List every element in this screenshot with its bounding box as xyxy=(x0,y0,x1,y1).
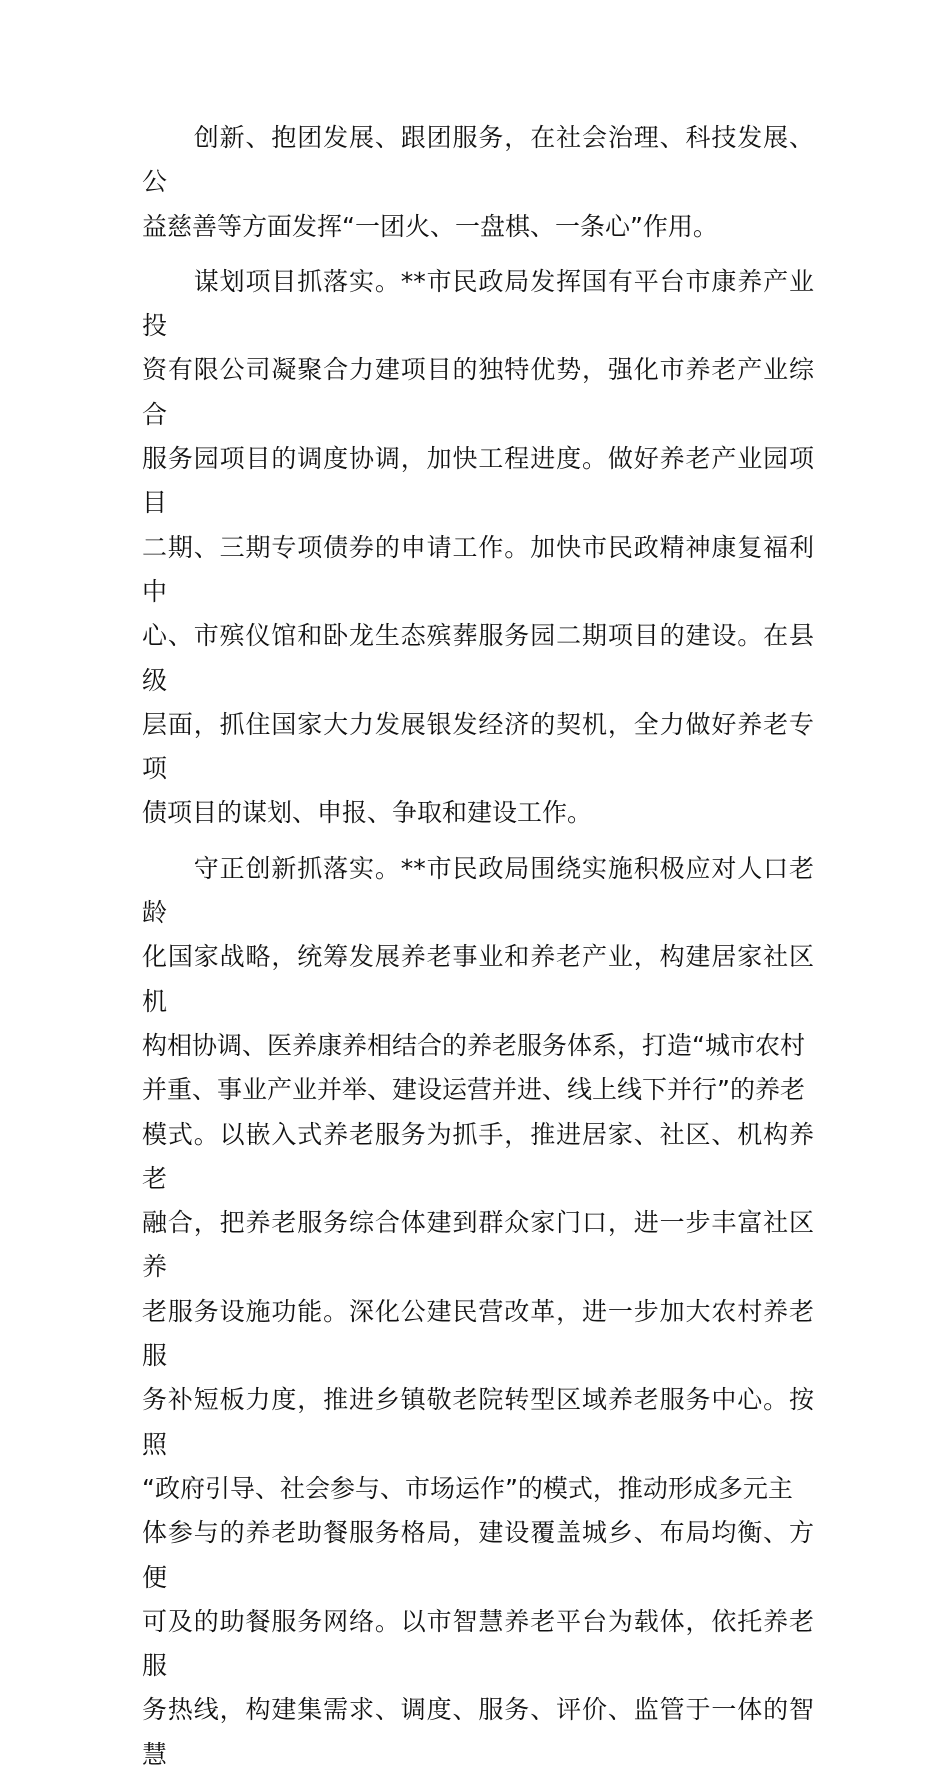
text-line: 可及的助餐服务网络。以市智慧养老平台为载体，依托养老服 xyxy=(142,1606,814,1681)
text-line: 服务园项目的调度协调，加快工程进度。做好养老产业园项目 xyxy=(142,444,814,518)
text-line: 守正创新抓落实。**市民政局围绕实施积极应对人口老龄 xyxy=(142,853,814,928)
paragraph-3 xyxy=(142,847,814,1777)
text-line: 融合，把养老服务综合体建到群众家门口，进一步丰富社区养 xyxy=(142,1208,814,1282)
text-line: 创新、抱团发展、跟团服务，在社会治理、科技发展、公 xyxy=(142,123,814,197)
paragraph-1 xyxy=(142,116,814,249)
text-line: 体参与的养老助餐服务格局，建设覆盖城乡、布局均衡、方便 xyxy=(142,1518,814,1592)
text-line: 谋划项目抓落实。**市民政局发挥国有平台市康养产业投 xyxy=(142,266,814,341)
text-line: 化国家战略，统筹发展养老事业和养老产业，构建居家社区机 xyxy=(142,942,814,1016)
text-line: 模式。以嵌入式养老服务为抓手，推进居家、社区、机构养老 xyxy=(142,1119,814,1193)
text-line: 层面，抓住国家大力发展银发经济的契机，全力做好养老专项 xyxy=(142,709,814,784)
text-line: 并重、事业产业并举、建设运营并进、线上线下并行”的养老 xyxy=(142,1075,805,1105)
text-line: 老服务设施功能。深化公建民营改革，进一步加大农村养老服 xyxy=(142,1296,814,1371)
text-line: 债项目的谋划、申报、争取和建设工作。 xyxy=(142,798,593,828)
text-line: 构相协调、医养康养相结合的养老服务体系，打造“城市农村 xyxy=(142,1030,805,1060)
text-line: 心、市殡仪馆和卧龙生态殡葬服务园二期项目的建设。在县级 xyxy=(142,621,814,695)
text-line: 二期、三期专项债券的申请工作。加快市民政精神康复福利中 xyxy=(142,532,814,606)
text-line: 资有限公司凝聚合力建项目的独特优势，强化市养老产业综合 xyxy=(142,355,814,429)
text-line: 务补短板力度，推进乡镇敬老院转型区域养老服务中心。按照 xyxy=(142,1385,814,1459)
text-line: 务热线，构建集需求、调度、服务、评价、监管于一体的智慧 xyxy=(142,1695,814,1769)
document-body xyxy=(142,116,814,1777)
text-line: 益慈善等方面发挥“一团火、一盘棋、一条心”作用。 xyxy=(142,211,718,241)
text-line: “政府引导、社会参与、市场运作”的模式，推动形成多元主 xyxy=(142,1473,793,1503)
paragraph-2 xyxy=(142,260,814,836)
